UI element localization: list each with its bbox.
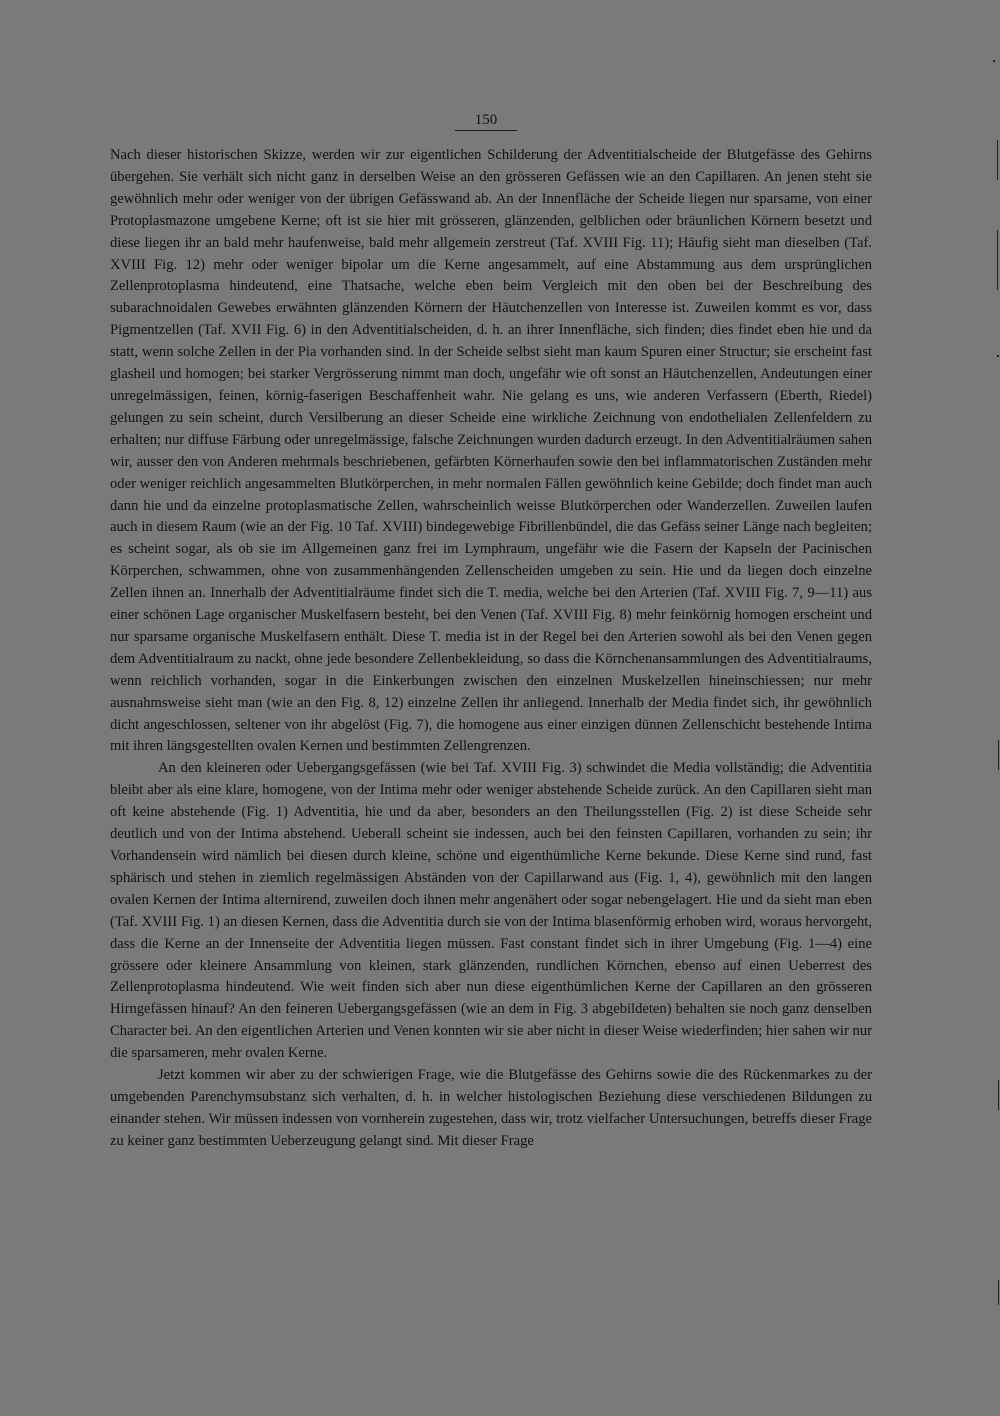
paragraph-3: Jetzt kommen wir aber zu der schwierigen Frage, wie die Blutgefässe des Gehirns sowie die des Rückenmarkes zu der umgebenden Parenchymsubstanz sich verhalten, d. h. in welcher histologischen Beziehung diese verschiedenen Bildungen zu einander stehen. Wir müssen indessen von vornherein zugestehen, dass wir, trotz vielfacher Untersuchungen, betreffs dieser Frage zu keiner ganz bestimmten Ueberzeugung gelangt sind. Mit dieser Frage <box>110 1067 872 1149</box>
scan-speck <box>993 60 995 62</box>
body-text <box>110 145 872 1153</box>
page-number: 150 <box>455 112 517 131</box>
scan-edge-mark <box>998 1080 999 1110</box>
scan-speck <box>997 355 999 357</box>
scan-edge-mark <box>997 230 998 290</box>
paragraph-1: Nach dieser historischen Skizze, werden wir zur eigentlichen Schilderung der Adventitialscheide der Blutgefässe des Gehirns übergehen. Sie verhält sich nicht ganz in derselben Weise an den grösseren Gefässen wie an den Capillaren. An jenen steht sie gewöhnlich mehr oder weniger von der übrigen Gefässwand ab. An der Innenfläche der Scheide liegen nur sparsame, von einer Protoplasmazone umgebene Kerne; oft ist sie hier mit grösseren, glänzenden, gelblichen oder bräunlichen Körnern besetzt und diese liegen ihr an bald mehr haufenweise, bald mehr allgemein zerstreut (Taf. XVIII Fig. 11); Häufig sieht man dieselben (Taf. XVIII Fig. 12) mehr oder weniger bipolar um die Kerne angesammelt, auf eine Abstammung aus dem ursprünglichen Zellenprotoplasma hindeutend, eine Thatsache, welche eben beim Vergleich mit den oben bei der Beschreibung des subarachnoidalen Gewebes erwähnten glänzenden Körnern der Häutchenzellen von Interesse ist. Zuweilen kommt es vor, dass Pigmentzellen (Taf. XVII Fig. 6) in den Adventitialscheiden, d. h. an ihrer Innenfläche, sich finden; dies findet eben hie und da statt, wenn solche Zellen in der Pia vorhanden sind. In der Scheide selbst sieht man kaum Spuren einer Structur; sie erscheint fast glasheil und homogen; bei starker Vergrösserung nimmt man doch, ungefähr wie oft sonst an Häutchenzellen, Andeutungen einer unregelmässigen, feinen, körnig-faserigen Beschaffenheit wahr. Nie gelang es uns, wie anderen Verfassern (Eberth, Riedel) gelungen zu sein scheint, durch Versilberung an dieser Scheide eine wirkliche Zeichnung von endothelialen Zellenfeldern zu erhalten; nur diffuse Färbung oder unregelmässige, falsche Zeichnungen wurden dadurch erzeugt. In den Adventitialräumen sahen wir, ausser den von Anderen mehrmals beschriebenen, gefärbten Körnerhaufen sowie den bei inflammatorischen Zuständen mehr oder weniger reichlich angesammelten Blutkörperchen, in mehr normalen Fällen gewöhnlich keine Gebilde; doch findet man auch dann hie und da einzelne protoplasmatische Zellen, wahrscheinlich weisse Blutkörperchen oder Wanderzellen. Zuweilen laufen auch in diesem Raum (wie an der Fig. 10 Taf. XVIII) bindegewebige Fibrillenbündel, die das Gefäss seiner Länge nach begleiten; es scheint sogar, als ob sie im Allgemeinen ganz frei im Lymphraum, ungefähr wie die Fasern der Kapseln der Pacinischen Körperchen, schwammen, ohne von zusammenhängenden Zellenscheiden umgeben zu sein. Hie und da liegen doch einzelne Zellen ihnen an. Innerhalb der Adventitialräume findet sich die T. media, welche bei den Arterien (Taf. XVIII Fig. 7, 9—11) aus einer schönen Lage organischer Muskelfasern besteht, bei den Venen (Taf. XVIII Fig. 8) mehr feinkörnig homogen erscheint und nur sparsame organische Muskelfasern enthält. Diese T. media ist in der Regel bei den Arterien sowohl als bei den Venen gegen dem Adventitialraum zu nackt, ohne jede besondere Zellenbekleidung, so dass die Körnchenansammlungen des Adventitialraums, wenn reichlich vorhanden, sogar in die Einkerbungen zwischen den einzelnen Muskelzellen hineinschiessen; nur mehr ausnahmsweise sieht man (wie an den Fig. 8, 12) einzelne Zellen ihr anliegend. Innerhalb der Media findet sich, ihr gewöhnlich dicht angeschlossen, seltener von ihr abgelöst (Fig. 7), die homogene aus einer einzigen dünnen Zellenschicht bestehende Intima mit ihren längsgestellten ovalen Kernen und bestimmten Zellengrenzen. <box>110 147 872 755</box>
paragraph-2: An den kleineren oder Uebergangsgefässen (wie bei Taf. XVIII Fig. 3) schwindet die Media vollständig; die Adventitia bleibt aber als eine klare, homogene, von der Intima mehr oder weniger abstehende Scheide zurück. An den Capillaren sieht man oft keine abstehende (Fig. 1) Adventitia, hie und da aber, besonders an den Theilungsstellen (Fig. 2) ist diese Scheide sehr deutlich und von der Intima abstehend. Ueberall scheint sie indessen, auch bei den feinsten Capillaren, vorhanden zu sein; ihr Vorhandensein wird nämlich bei diesen durch kleine, schöne und eigenthümliche Kerne bekunde. Diese Kerne sind rund, fast sphärisch und stehen in ziemlich regelmässigen Abständen von der Capillarwand aus (Fig. 1, 4), gewöhnlich mit den langen ovalen Kernen der Intima alternirend, zuweilen doch ihnen mehr angenähert oder sogar nebengelagert. Hie und da sieht man eben (Taf. XVIII Fig. 1) an diesen Kernen, dass die Adventitia durch sie von der Intima blasenförmig erhoben wird, woraus hervorgeht, dass die Kerne an der Innenseite der Adventitia liegen müssen. Fast constant findet sich in ihrer Umgebung (Fig. 1—4) eine grössere oder kleinere Ansammlung von kleinen, stark glänzenden, rundlichen Körnchen, ebenso auf einen Ueberrest des Zellenprotoplasma hindeutend. Wie weit finden sich aber nun diese eigenthümlichen Kerne der Capillaren an den grösseren Hirngefässen hinauf? An den feineren Uebergangsgefässen (wie an dem in Fig. 3 abgebildeten) behalten sie noch ganz denselben Character bei. An den eigentlichen Arterien und Venen konnten wir sie aber nicht in dieser Weise wiederfinden; hier sahen wir nur die sparsameren, mehr ovalen Kerne. <box>110 760 872 1062</box>
scan-edge-mark <box>998 740 999 770</box>
scan-edge-mark <box>998 1280 999 1305</box>
scan-edge-mark <box>997 140 998 180</box>
